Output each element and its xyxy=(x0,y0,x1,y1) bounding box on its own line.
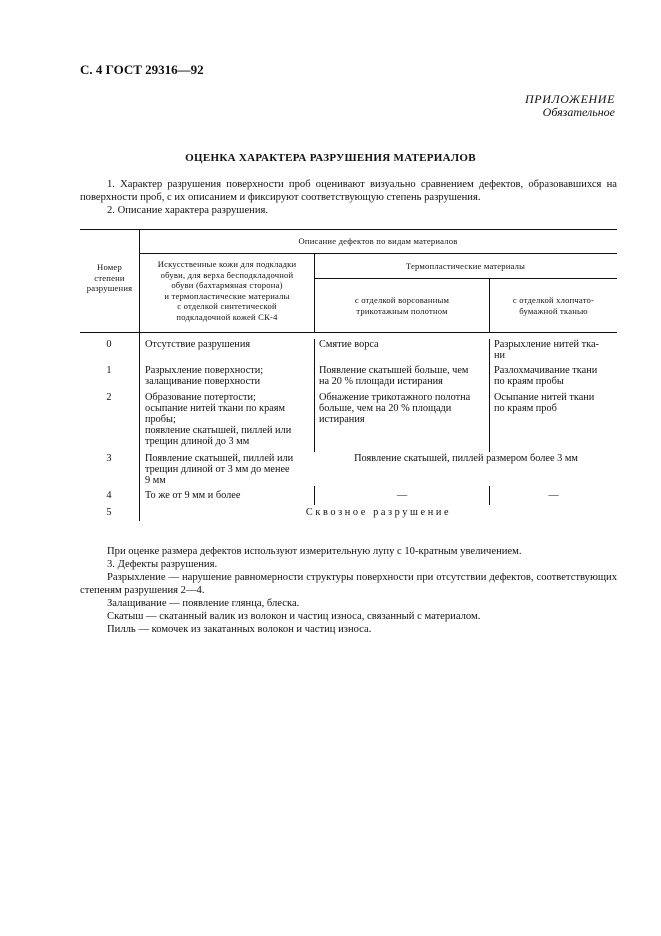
page-header: С. 4 ГОСТ 29316—92 xyxy=(80,62,204,77)
row-4-col-a: То же от 9 мм и более xyxy=(145,490,241,501)
definition-skatysh: Скатыш — скатанный валик из волокон и частиц износа, связанный с материалом. xyxy=(107,611,481,622)
row-4-col-c: — xyxy=(548,490,559,501)
col-divider-a-body xyxy=(314,339,315,452)
document-title: ОЦЕНКА ХАРАКТЕРА РАЗРУШЕНИЯ МАТЕРИАЛОВ xyxy=(185,152,476,164)
definition-zalashchivanie: Залащивание — появление глянца, блеска. xyxy=(107,598,300,609)
row-0-col-a: Отсутствие разрушения xyxy=(145,339,251,350)
appendix-subtitle: Обязательное xyxy=(542,105,615,119)
row-0-col-c: Разрыхление нитей тка- ни xyxy=(494,339,599,361)
row-0-degree: 0 xyxy=(106,339,112,350)
intro-paragraph-1: 1. Характер разрушения поверхности проб оценивают визуально сравнением дефектов, образовавшихся на поверхности проб, с их описанием и фиксируют соответствующую степень разрушения. xyxy=(80,179,617,203)
row-3-col-a: Появление скатышей, пиллей или трещин длиной от 3 мм до менее 9 мм xyxy=(145,453,294,486)
header-col-a: Искусственные кожи для подкладки обуви, для верха бесподкладочной обуви (бахтармяная сторона) и термопластические материалы с отделкой синтетической подкладочной кожей СК-4 xyxy=(157,259,297,322)
after-paragraph-2: 3. Дефекты разрушения. xyxy=(107,559,218,570)
after-paragraph-1: При оценке размера дефектов используют измерительную лупу с 10-кратным увеличением. xyxy=(107,546,522,557)
row-1-col-c: Разлохмачивание ткани по краям пробы xyxy=(494,365,598,387)
col-divider-b-body xyxy=(489,339,490,452)
table-top-rule xyxy=(80,229,617,230)
header-rule-2 xyxy=(314,278,617,279)
row-4-degree: 4 xyxy=(106,490,112,501)
appendix-label xyxy=(525,93,615,119)
row-2-col-b: Обнажение трикотажного полотна больше, чем на 20 % площади истирания xyxy=(319,392,471,425)
row-1-col-a: Разрыхление поверхности; залащивание поверхности xyxy=(145,365,264,387)
row-1-col-b: Появление скатышей больше, чем на 20 % площади истирания xyxy=(319,365,469,387)
row-2-degree: 2 xyxy=(106,392,112,403)
row-0-col-b: Смятие ворса xyxy=(319,339,379,350)
header-degree: Номер степени разрушения xyxy=(86,262,133,293)
header-bottom-rule xyxy=(80,332,617,333)
definition-pill: Пилль — комочек из закатанных волокон и частиц износа. xyxy=(107,624,372,635)
row-5-degree: 5 xyxy=(106,507,112,518)
appendix-title: ПРИЛОЖЕНИЕ xyxy=(525,92,615,106)
intro-paragraph-2: 2. Описание характера разрушения. xyxy=(107,205,269,216)
header-rule-1 xyxy=(139,253,617,254)
row-2-col-c: Осыпание нитей ткани по краям проб xyxy=(494,392,595,414)
row-3-col-bc: Появление скатышей, пиллей размером более 3 мм xyxy=(354,453,578,464)
row-4-col-b: — xyxy=(396,490,408,501)
header-col-b: с отделкой ворсованным трикотажным полотном xyxy=(354,295,450,316)
row-3-degree: 3 xyxy=(106,453,112,464)
row-5-full: Сквозное разрушение xyxy=(305,507,452,518)
row-2-col-a: Образование потертости; осыпание нитей ткани по краям пробы; появление скатышей, пиллей или трещин длиной до 3 мм xyxy=(145,392,292,447)
row-1-degree: 1 xyxy=(106,365,112,376)
header-col-c: с отделкой хлопчато- бумажной тканью xyxy=(512,295,595,316)
header-group: Описание дефектов по видам материалов xyxy=(298,236,458,246)
definition-razryhlenie: Разрыхление — нарушение равномерности структуры поверхности при отсутствии дефектов, соответствующих степеням разрушения 2—4. xyxy=(80,572,617,596)
header-thermo: Термопластические материалы xyxy=(405,261,526,271)
